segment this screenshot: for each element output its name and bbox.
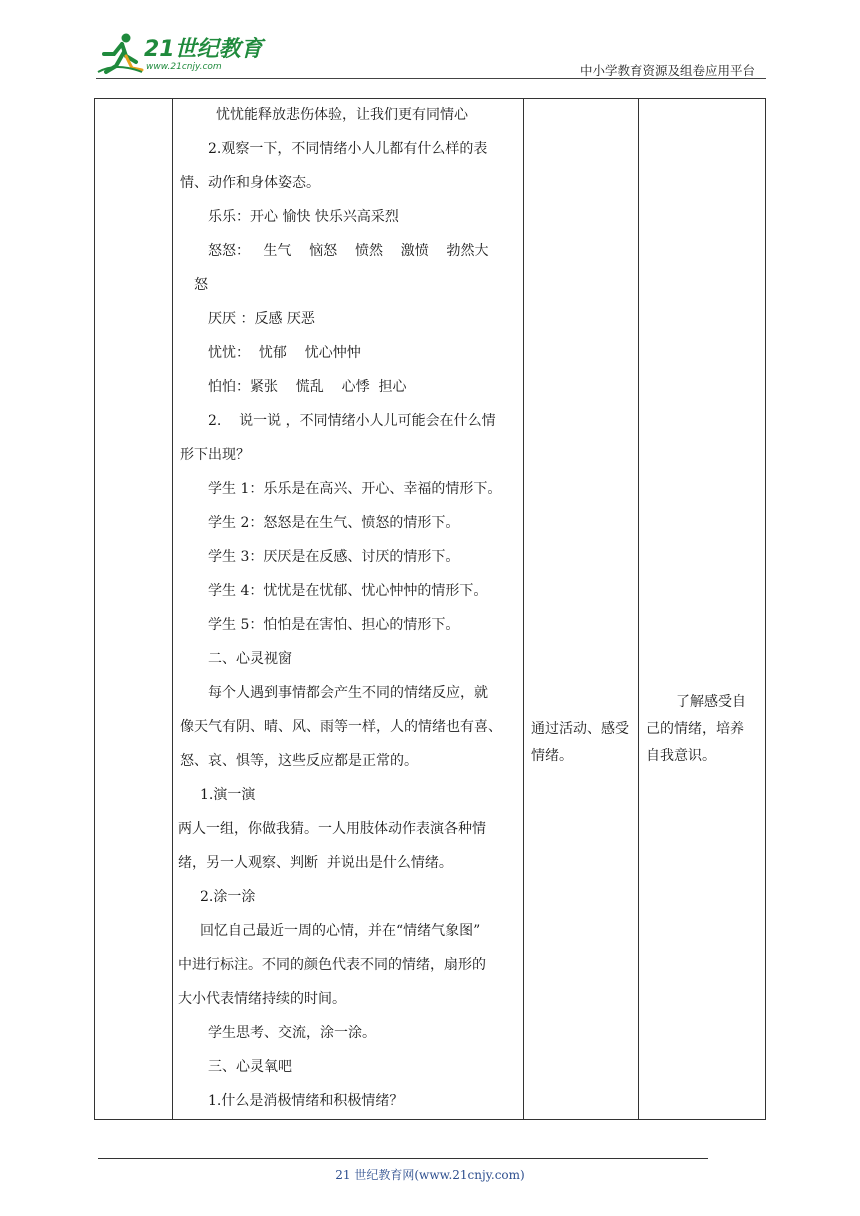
text-line: 大小代表情绪持续的时间。 — [178, 991, 346, 1007]
column-divider-1 — [172, 99, 173, 1119]
section-heading: 三、心灵氧吧 — [208, 1059, 292, 1075]
text-line: 怒怒： 生气 恼怒 愤然 激愤 勃然大 — [208, 243, 489, 259]
text-line: 学生 4：忧忧是在忧郁、忧心忡忡的情形下。 — [208, 583, 488, 599]
text-line: 形下出现？ — [180, 447, 250, 463]
text-line: 中进行标注。不同的颜色代表不同的情绪，扇形的 — [178, 957, 486, 973]
text-line: 通过活动、感受 — [531, 721, 629, 737]
column-divider-2 — [523, 99, 524, 1119]
text-line: 2. 说一说 ，不同情绪小人儿可能会在什么情 — [208, 413, 496, 429]
text-line: 忧忧： 忧郁 忧心忡忡 — [208, 345, 361, 361]
runner-logo-icon — [96, 32, 146, 76]
text-line: 学生思考、交流，涂一涂。 — [208, 1025, 376, 1041]
column-divider-3 — [638, 99, 639, 1119]
text-line: 己的情绪，培养 — [646, 721, 744, 737]
text-line: 1.什么是消极情绪和积极情绪？ — [208, 1093, 404, 1109]
section-heading: 二、心灵视窗 — [208, 651, 292, 667]
logo-name: 21世纪教育 — [144, 37, 263, 62]
text-line: 绪，另一人观察、判断 并说出是什么情绪。 — [178, 855, 453, 871]
header-divider — [96, 78, 766, 79]
text-line: 像天气有阴、晴、风、雨等一样，人的情绪也有喜、 — [180, 719, 502, 735]
text-line: 每个人遇到事情都会产生不同的情绪反应，就 — [208, 685, 488, 701]
logo — [96, 30, 266, 82]
text-line: 学生 1：乐乐是在高兴、开心、幸福的情形下。 — [208, 481, 502, 497]
text-line: 怒 — [194, 277, 208, 293]
page-header — [0, 0, 860, 90]
logo-url: www.21cnjy.com — [146, 62, 222, 72]
text-line: 两人一组，你做我猜。一人用肢体动作表演各种情 — [178, 821, 486, 837]
design-intent-cell — [531, 716, 635, 770]
text-line: 了解感受自 — [676, 694, 746, 710]
text-line: 2.涂一涂 — [200, 889, 256, 905]
text-line: 厌厌 ：反感 厌恶 — [208, 311, 315, 327]
text-line: 1.演一演 — [200, 787, 256, 803]
text-line: 学生 3：厌厌是在反感、讨厌的情形下。 — [208, 549, 460, 565]
text-line: 回忆自己最近一周的心情，并在“情绪气象图” — [200, 923, 481, 939]
text-line: 忧忧能释放悲伤体验，让我们更有同情心 — [216, 107, 468, 123]
text-line: 情、动作和身体姿态。 — [180, 175, 320, 191]
footer-text: 21 世纪教育网(www.21cnjy.com) — [335, 1168, 525, 1182]
platform-title: 中小学教育资源及组卷应用平台 — [579, 63, 755, 78]
text-line: 怒、哀、惧等，这些反应都是正常的。 — [180, 753, 418, 769]
objective-cell — [646, 689, 758, 770]
text-line: 学生 5：怕怕是在害怕、担心的情形下。 — [208, 617, 460, 633]
footer-divider — [98, 1158, 708, 1159]
text-line: 乐乐：开心 愉快 快乐兴高采烈 — [208, 209, 399, 225]
text-line: 自我意识。 — [646, 748, 716, 764]
text-line: 怕怕：紧张 慌乱 心悸 担心 — [208, 379, 407, 395]
text-line: 情绪。 — [531, 748, 573, 764]
text-line: 2.观察一下，不同情绪小人儿都有什么样的表 — [208, 141, 488, 157]
text-line: 学生 2：怒怒是在生气、愤怒的情形下。 — [208, 515, 460, 531]
